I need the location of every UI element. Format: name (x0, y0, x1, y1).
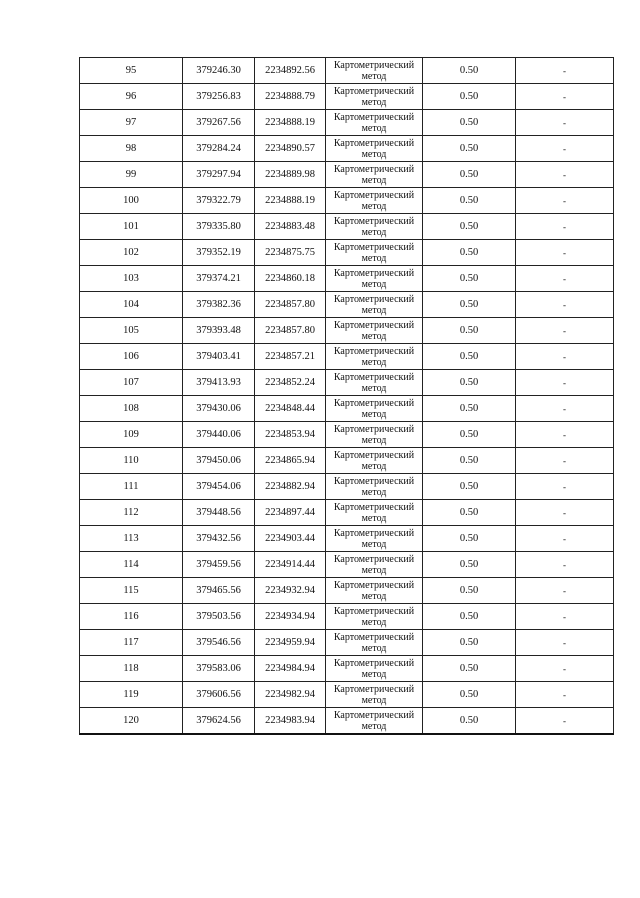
table-row (80, 240, 614, 266)
x-coordinate-cell: 379503.56 (183, 604, 255, 630)
error-cell: 0.50 (423, 214, 516, 240)
x-coordinate-cell: 379440.06 (183, 422, 255, 448)
method-line-1: Картометрический (333, 475, 415, 487)
note-cell: - (516, 58, 614, 84)
coordinates-table (79, 57, 614, 735)
method-line-1: Картометрический (333, 605, 415, 617)
note-cell: - (516, 630, 614, 656)
method-cell (326, 58, 423, 84)
point-number-cell: 106 (80, 344, 183, 370)
note-cell: - (516, 552, 614, 578)
x-coordinate-cell: 379413.93 (183, 370, 255, 396)
y-coordinate-cell: 2234857.80 (255, 292, 326, 318)
method-cell (326, 630, 423, 656)
method-line-1: Картометрический (333, 293, 415, 305)
y-coordinate-cell: 2234982.94 (255, 682, 326, 708)
method-line-1: Картометрический (333, 371, 415, 383)
note-cell: - (516, 370, 614, 396)
note-cell: - (516, 188, 614, 214)
error-cell: 0.50 (423, 578, 516, 604)
table-row (80, 318, 614, 344)
point-number-cell: 107 (80, 370, 183, 396)
method-cell (326, 344, 423, 370)
error-cell: 0.50 (423, 422, 516, 448)
error-cell: 0.50 (423, 630, 516, 656)
method-line-1: Картометрический (333, 709, 415, 721)
point-number-cell: 120 (80, 708, 183, 735)
y-coordinate-cell: 2234914.44 (255, 552, 326, 578)
table-row (80, 422, 614, 448)
table-row (80, 708, 614, 735)
method-line-1: Картометрический (333, 449, 415, 461)
method-line-2: метод (361, 512, 387, 524)
note-cell: - (516, 162, 614, 188)
table-row (80, 84, 614, 110)
y-coordinate-cell: 2234983.94 (255, 708, 326, 735)
method-cell (326, 292, 423, 318)
table-row (80, 188, 614, 214)
method-line-1: Картометрический (333, 137, 415, 149)
method-line-2: метод (361, 382, 387, 394)
x-coordinate-cell: 379393.48 (183, 318, 255, 344)
error-cell: 0.50 (423, 188, 516, 214)
x-coordinate-cell: 379432.56 (183, 526, 255, 552)
y-coordinate-cell: 2234852.24 (255, 370, 326, 396)
point-number-cell: 97 (80, 110, 183, 136)
y-coordinate-cell: 2234853.94 (255, 422, 326, 448)
point-number-cell: 117 (80, 630, 183, 656)
method-cell (326, 552, 423, 578)
error-cell: 0.50 (423, 240, 516, 266)
note-cell: - (516, 344, 614, 370)
y-coordinate-cell: 2234934.94 (255, 604, 326, 630)
table-row (80, 604, 614, 630)
error-cell: 0.50 (423, 266, 516, 292)
point-number-cell: 103 (80, 266, 183, 292)
table-row (80, 266, 614, 292)
x-coordinate-cell: 379403.41 (183, 344, 255, 370)
table-row (80, 370, 614, 396)
point-number-cell: 99 (80, 162, 183, 188)
table-row (80, 396, 614, 422)
note-cell: - (516, 656, 614, 682)
table-row (80, 344, 614, 370)
x-coordinate-cell: 379374.21 (183, 266, 255, 292)
x-coordinate-cell: 379246.30 (183, 58, 255, 84)
error-cell: 0.50 (423, 370, 516, 396)
method-cell (326, 214, 423, 240)
method-cell (326, 396, 423, 422)
table-row (80, 682, 614, 708)
error-cell: 0.50 (423, 656, 516, 682)
y-coordinate-cell: 2234897.44 (255, 500, 326, 526)
method-cell (326, 188, 423, 214)
method-line-1: Картометрический (333, 345, 415, 357)
error-cell: 0.50 (423, 500, 516, 526)
note-cell: - (516, 500, 614, 526)
error-cell: 0.50 (423, 58, 516, 84)
method-cell (326, 656, 423, 682)
method-line-1: Картометрический (333, 501, 415, 513)
method-line-1: Картометрический (333, 423, 415, 435)
error-cell: 0.50 (423, 604, 516, 630)
error-cell: 0.50 (423, 448, 516, 474)
method-line-1: Картометрический (333, 527, 415, 539)
table-row (80, 448, 614, 474)
method-line-2: метод (361, 148, 387, 160)
y-coordinate-cell: 2234848.44 (255, 396, 326, 422)
method-cell (326, 240, 423, 266)
table-row (80, 136, 614, 162)
point-number-cell: 104 (80, 292, 183, 318)
y-coordinate-cell: 2234875.75 (255, 240, 326, 266)
y-coordinate-cell: 2234857.21 (255, 344, 326, 370)
method-cell (326, 474, 423, 500)
x-coordinate-cell: 379454.06 (183, 474, 255, 500)
table-row (80, 630, 614, 656)
y-coordinate-cell: 2234888.19 (255, 110, 326, 136)
x-coordinate-cell: 379352.19 (183, 240, 255, 266)
error-cell: 0.50 (423, 136, 516, 162)
point-number-cell: 109 (80, 422, 183, 448)
method-line-1: Картометрический (333, 163, 415, 175)
note-cell: - (516, 240, 614, 266)
method-line-2: метод (361, 668, 387, 680)
y-coordinate-cell: 2234857.80 (255, 318, 326, 344)
method-cell (326, 136, 423, 162)
y-coordinate-cell: 2234888.79 (255, 84, 326, 110)
method-line-1: Картометрический (333, 553, 415, 565)
method-line-1: Картометрический (333, 267, 415, 279)
method-line-2: метод (361, 642, 387, 654)
error-cell: 0.50 (423, 552, 516, 578)
table-row (80, 110, 614, 136)
method-line-2: метод (361, 694, 387, 706)
x-coordinate-cell: 379448.56 (183, 500, 255, 526)
point-number-cell: 118 (80, 656, 183, 682)
x-coordinate-cell: 379583.06 (183, 656, 255, 682)
error-cell: 0.50 (423, 162, 516, 188)
method-line-2: метод (361, 226, 387, 238)
method-line-1: Картометрический (333, 241, 415, 253)
x-coordinate-cell: 379624.56 (183, 708, 255, 735)
note-cell: - (516, 136, 614, 162)
method-cell (326, 448, 423, 474)
table-body (80, 58, 614, 735)
method-line-1: Картометрический (333, 319, 415, 331)
method-cell (326, 110, 423, 136)
point-number-cell: 116 (80, 604, 183, 630)
error-cell: 0.50 (423, 318, 516, 344)
point-number-cell: 100 (80, 188, 183, 214)
y-coordinate-cell: 2234860.18 (255, 266, 326, 292)
method-line-2: метод (361, 434, 387, 446)
point-number-cell: 102 (80, 240, 183, 266)
note-cell: - (516, 708, 614, 735)
method-line-1: Картометрический (333, 579, 415, 591)
point-number-cell: 110 (80, 448, 183, 474)
x-coordinate-cell: 379450.06 (183, 448, 255, 474)
table-row (80, 58, 614, 84)
point-number-cell: 111 (80, 474, 183, 500)
table-row (80, 578, 614, 604)
y-coordinate-cell: 2234890.57 (255, 136, 326, 162)
x-coordinate-cell: 379267.56 (183, 110, 255, 136)
method-line-1: Картометрический (333, 657, 415, 669)
method-line-2: метод (361, 122, 387, 134)
y-coordinate-cell: 2234959.94 (255, 630, 326, 656)
y-coordinate-cell: 2234892.56 (255, 58, 326, 84)
method-line-2: метод (361, 720, 387, 732)
note-cell: - (516, 604, 614, 630)
method-line-2: метод (361, 408, 387, 420)
method-cell (326, 500, 423, 526)
method-line-2: метод (361, 460, 387, 472)
method-cell (326, 526, 423, 552)
note-cell: - (516, 526, 614, 552)
method-line-1: Картометрический (333, 111, 415, 123)
method-cell (326, 318, 423, 344)
x-coordinate-cell: 379297.94 (183, 162, 255, 188)
method-line-1: Картометрический (333, 683, 415, 695)
point-number-cell: 108 (80, 396, 183, 422)
error-cell: 0.50 (423, 292, 516, 318)
point-number-cell: 101 (80, 214, 183, 240)
y-coordinate-cell: 2234889.98 (255, 162, 326, 188)
y-coordinate-cell: 2234903.44 (255, 526, 326, 552)
x-coordinate-cell: 379284.24 (183, 136, 255, 162)
note-cell: - (516, 682, 614, 708)
method-line-2: метод (361, 96, 387, 108)
error-cell: 0.50 (423, 84, 516, 110)
error-cell: 0.50 (423, 708, 516, 735)
error-cell: 0.50 (423, 396, 516, 422)
x-coordinate-cell: 379256.83 (183, 84, 255, 110)
point-number-cell: 119 (80, 682, 183, 708)
method-cell (326, 604, 423, 630)
error-cell: 0.50 (423, 110, 516, 136)
method-cell (326, 578, 423, 604)
note-cell: - (516, 578, 614, 604)
method-cell (326, 266, 423, 292)
point-number-cell: 113 (80, 526, 183, 552)
x-coordinate-cell: 379382.36 (183, 292, 255, 318)
note-cell: - (516, 422, 614, 448)
method-line-1: Картометрический (333, 397, 415, 409)
x-coordinate-cell: 379546.56 (183, 630, 255, 656)
point-number-cell: 98 (80, 136, 183, 162)
method-line-2: метод (361, 70, 387, 82)
note-cell: - (516, 396, 614, 422)
note-cell: - (516, 110, 614, 136)
note-cell: - (516, 318, 614, 344)
y-coordinate-cell: 2234882.94 (255, 474, 326, 500)
method-line-2: метод (361, 200, 387, 212)
method-cell (326, 162, 423, 188)
table-row (80, 162, 614, 188)
error-cell: 0.50 (423, 682, 516, 708)
method-line-2: метод (361, 538, 387, 550)
table-row (80, 552, 614, 578)
table-row (80, 214, 614, 240)
method-line-2: метод (361, 356, 387, 368)
x-coordinate-cell: 379335.80 (183, 214, 255, 240)
method-cell (326, 422, 423, 448)
method-line-2: метод (361, 252, 387, 264)
y-coordinate-cell: 2234932.94 (255, 578, 326, 604)
note-cell: - (516, 448, 614, 474)
y-coordinate-cell: 2234865.94 (255, 448, 326, 474)
method-line-1: Картометрический (333, 85, 415, 97)
method-line-2: метод (361, 590, 387, 602)
method-cell (326, 682, 423, 708)
method-line-2: метод (361, 486, 387, 498)
table-row (80, 656, 614, 682)
table-row (80, 474, 614, 500)
method-cell (326, 370, 423, 396)
method-line-2: метод (361, 330, 387, 342)
table-row (80, 500, 614, 526)
method-cell (326, 708, 423, 735)
note-cell: - (516, 84, 614, 110)
method-line-2: метод (361, 304, 387, 316)
error-cell: 0.50 (423, 344, 516, 370)
table-row (80, 292, 614, 318)
x-coordinate-cell: 379465.56 (183, 578, 255, 604)
point-number-cell: 112 (80, 500, 183, 526)
y-coordinate-cell: 2234888.19 (255, 188, 326, 214)
table-row (80, 526, 614, 552)
y-coordinate-cell: 2234883.48 (255, 214, 326, 240)
y-coordinate-cell: 2234984.94 (255, 656, 326, 682)
x-coordinate-cell: 379606.56 (183, 682, 255, 708)
error-cell: 0.50 (423, 474, 516, 500)
point-number-cell: 115 (80, 578, 183, 604)
method-line-1: Картометрический (333, 59, 415, 71)
method-line-2: метод (361, 564, 387, 576)
note-cell: - (516, 474, 614, 500)
x-coordinate-cell: 379459.56 (183, 552, 255, 578)
method-cell (326, 84, 423, 110)
note-cell: - (516, 266, 614, 292)
note-cell: - (516, 292, 614, 318)
method-line-2: метод (361, 174, 387, 186)
note-cell: - (516, 214, 614, 240)
method-line-1: Картометрический (333, 631, 415, 643)
point-number-cell: 105 (80, 318, 183, 344)
point-number-cell: 114 (80, 552, 183, 578)
method-line-1: Картометрический (333, 215, 415, 227)
method-line-2: метод (361, 278, 387, 290)
method-line-2: метод (361, 616, 387, 628)
point-number-cell: 95 (80, 58, 183, 84)
error-cell: 0.50 (423, 526, 516, 552)
point-number-cell: 96 (80, 84, 183, 110)
x-coordinate-cell: 379322.79 (183, 188, 255, 214)
method-line-1: Картометрический (333, 189, 415, 201)
x-coordinate-cell: 379430.06 (183, 396, 255, 422)
